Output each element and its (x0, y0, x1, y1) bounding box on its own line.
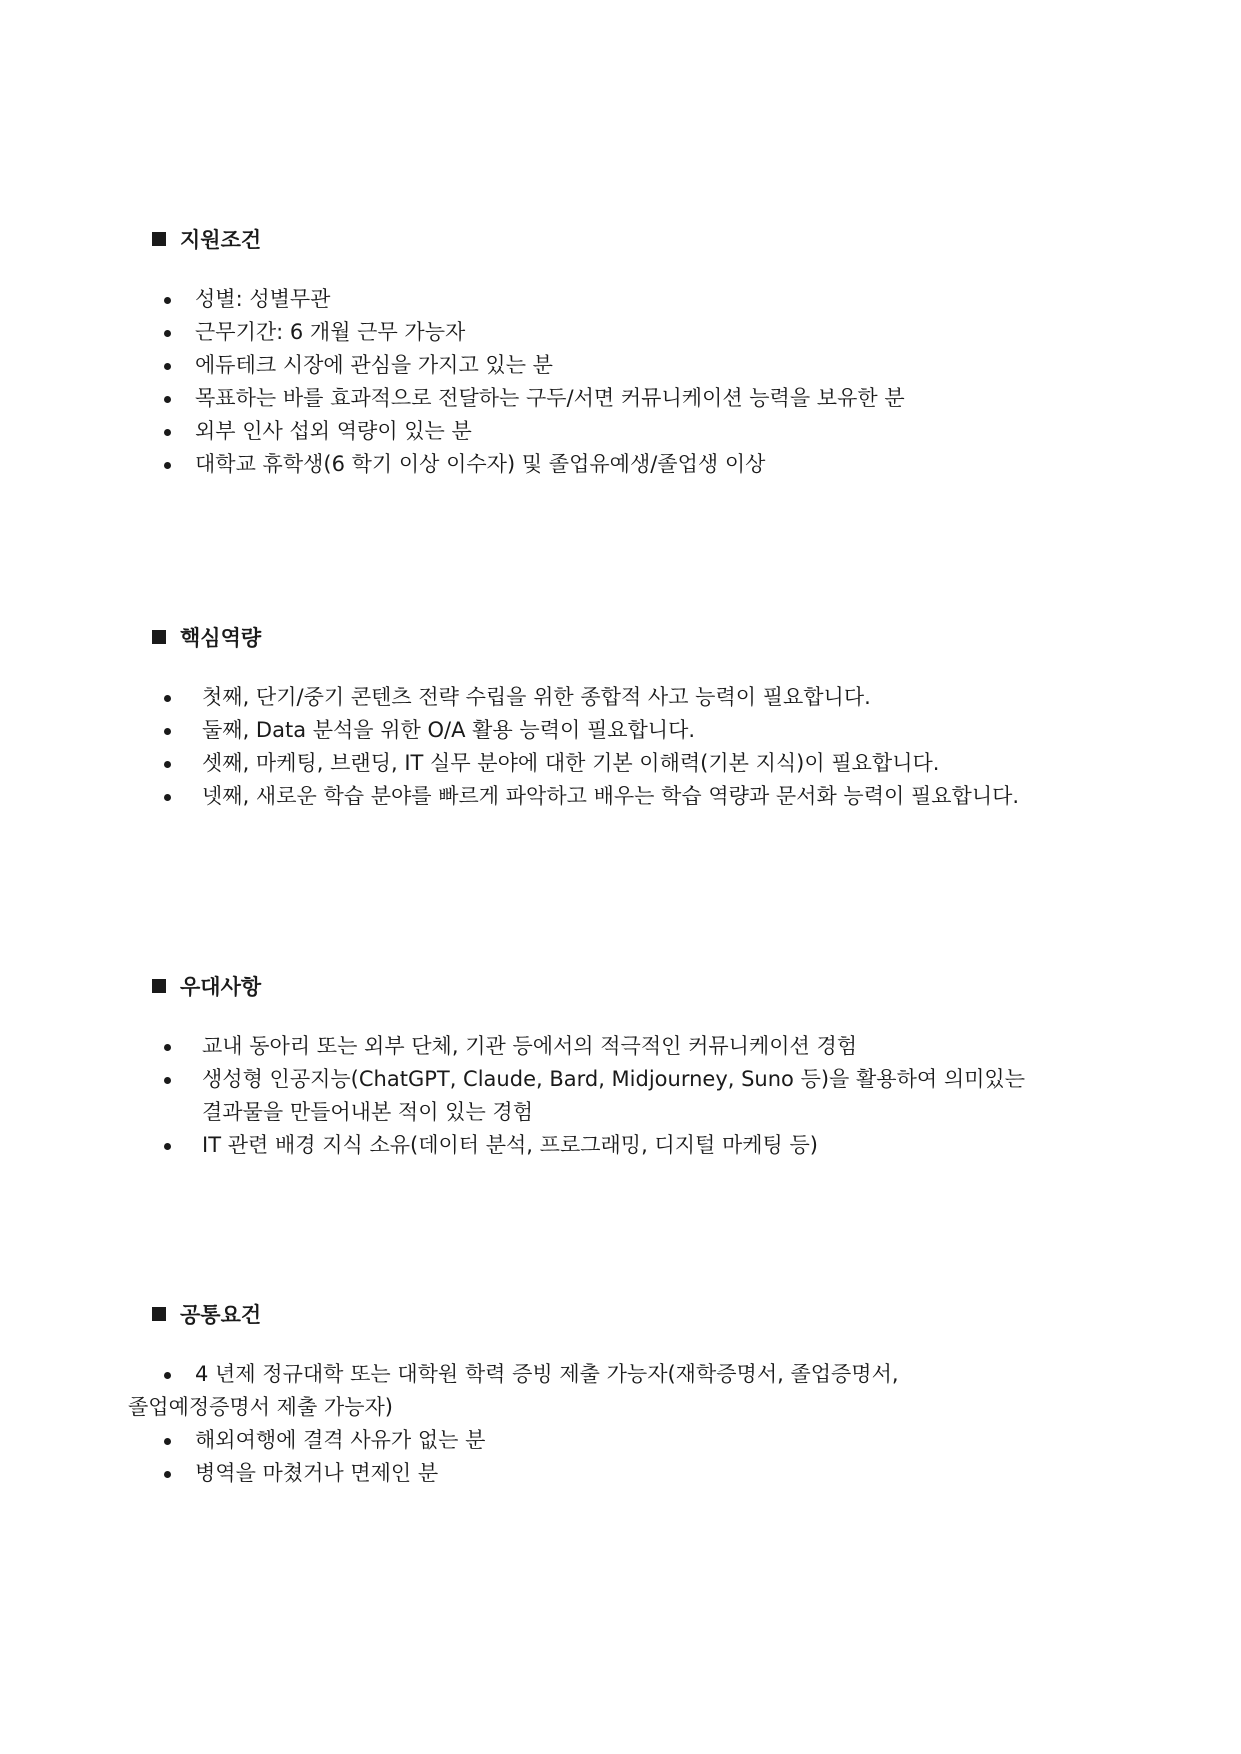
bullet-icon (164, 462, 171, 469)
requirements-list (0, 283, 905, 481)
list-item: IT 관련 배경 지식 소유(데이터 분석, 프로그래밍, 디지털 마케팅 등) (0, 1129, 1025, 1162)
section-title: 공통요건 (180, 1303, 262, 1327)
list-item: 셋째, 마케팅, 브랜딩, IT 실무 분야에 대한 기본 이해력(기본 지식)이 필요합니다. (0, 747, 1019, 780)
list-item: 첫째, 단기/중기 콘텐츠 전략 수립을 위한 종합적 사고 능력이 필요합니다. (0, 681, 1019, 714)
section-title: 지원조건 (180, 228, 262, 252)
bullet-icon (164, 1438, 171, 1445)
list-item: 근무기간: 6 개월 근무 가능자 (0, 316, 905, 349)
square-bullet-icon (152, 979, 166, 993)
list-item: 대학교 휴학생(6 학기 이상 이수자) 및 졸업유예생/졸업생 이상 (0, 448, 905, 481)
bullet-icon (164, 1372, 171, 1379)
bullet-icon (164, 297, 171, 304)
bullet-icon (164, 1077, 171, 1084)
list-item: 교내 동아리 또는 외부 단체, 기관 등에서의 적극적인 커뮤니케이션 경험 (0, 1030, 1025, 1063)
list-item-continuation: 결과물을 만들어내본 적이 있는 경험 (202, 1100, 533, 1124)
section-heading (152, 624, 261, 652)
bullet-icon (164, 761, 171, 768)
bullet-icon (164, 429, 171, 436)
section-title: 핵심역량 (180, 626, 262, 650)
bullet-icon (164, 363, 171, 370)
bullet-icon (164, 330, 171, 337)
list-item: 생성형 인공지능(ChatGPT, Claude, Bard, Midjourney, Suno 등)을 활용하여 의미있는 (0, 1063, 1025, 1096)
section-heading (152, 973, 261, 1001)
list-item: 4 년제 정규대학 또는 대학원 학력 증빙 제출 가능자(재학증명서, 졸업증명서, (0, 1358, 899, 1391)
list-item: 넷째, 새로운 학습 분야를 빠르게 파악하고 배우는 학습 역량과 문서화 능력이 필요합니다. (0, 780, 1019, 813)
list-item: 해외여행에 결격 사유가 없는 분 (0, 1424, 899, 1457)
bullet-icon (164, 1143, 171, 1150)
bullet-icon (164, 1044, 171, 1051)
bullet-icon (164, 695, 171, 702)
list-item: 외부 인사 섭외 역량이 있는 분 (0, 415, 905, 448)
section-heading (152, 226, 261, 254)
bullet-icon (164, 794, 171, 801)
core-competencies-list (0, 681, 1019, 813)
common-list (0, 1358, 899, 1490)
list-item: 둘째, Data 분석을 위한 O/A 활용 능력이 필요합니다. (0, 714, 1019, 747)
square-bullet-icon (152, 630, 166, 644)
list-item: 성별: 성별무관 (0, 283, 905, 316)
bullet-icon (164, 1471, 171, 1478)
bullet-icon (164, 728, 171, 735)
square-bullet-icon (152, 1307, 166, 1321)
list-item-continuation: 졸업예정증명서 제출 가능자) (128, 1395, 393, 1419)
section-heading (152, 1301, 261, 1329)
list-item: 에듀테크 시장에 관심을 가지고 있는 분 (0, 349, 905, 382)
preferences-list (0, 1030, 1025, 1162)
list-item: 목표하는 바를 효과적으로 전달하는 구두/서면 커뮤니케이션 능력을 보유한 분 (0, 382, 905, 415)
section-title: 우대사항 (180, 975, 262, 999)
square-bullet-icon (152, 232, 166, 246)
bullet-icon (164, 396, 171, 403)
list-item: 병역을 마쳤거나 면제인 분 (0, 1457, 899, 1490)
